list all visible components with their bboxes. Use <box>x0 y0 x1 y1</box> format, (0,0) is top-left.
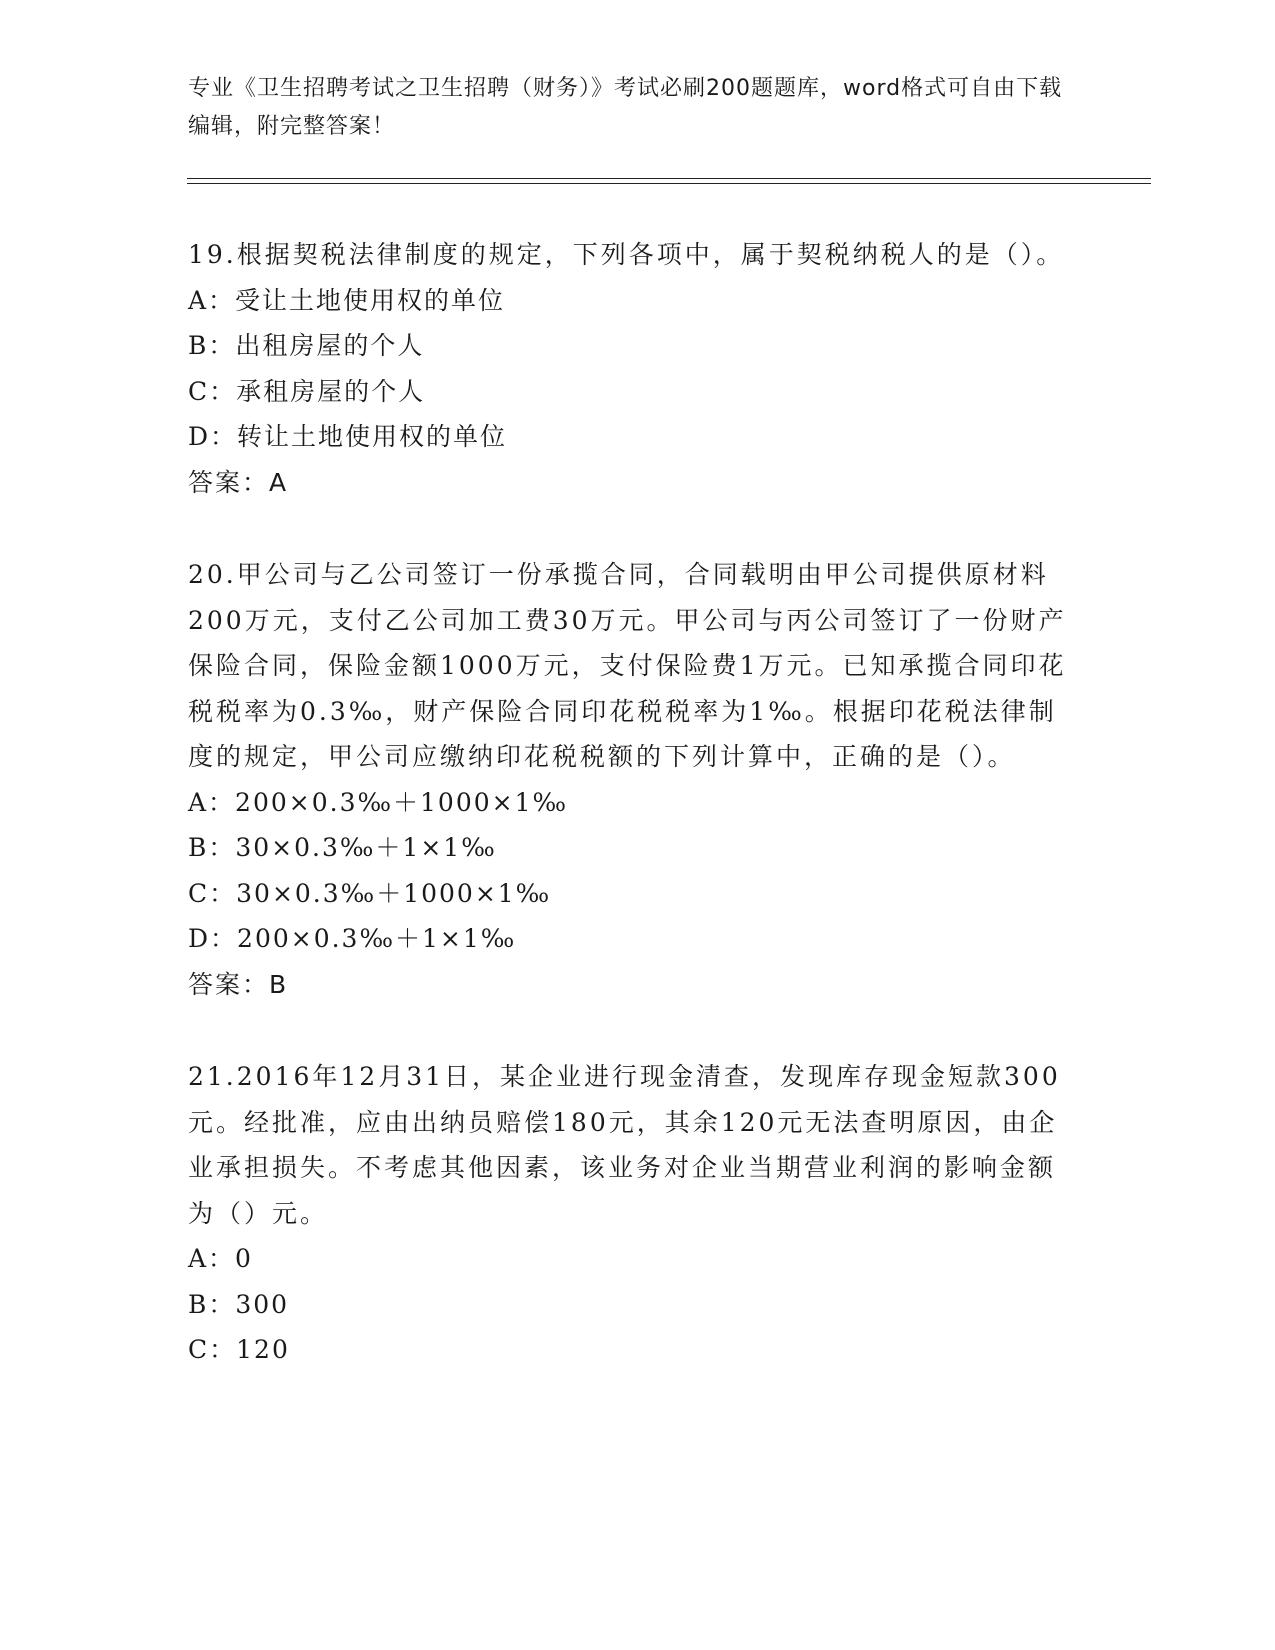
question-20 <box>188 552 1078 1007</box>
question-21 <box>188 1054 1078 1373</box>
document-header: 专业《卫生招聘考试之卫生招聘（财务）》考试必刷200题题库，word格式可自由下载编辑，附完整答案！ <box>188 76 1063 139</box>
answer-label: 答案：B <box>188 969 289 999</box>
header-divider-top <box>187 178 1151 179</box>
option-b: B：300 <box>188 1289 290 1319</box>
option-b: B：出租房屋的个人 <box>188 331 425 360</box>
question-stem: 19.根据契税法律制度的规定，下列各项中，属于契税纳税人的是（）。 <box>188 240 1065 269</box>
option-c: C：30×0.3‰＋1000×1‰ <box>188 878 552 908</box>
option-b: B：30×0.3‰＋1×1‰ <box>188 833 497 862</box>
option-a: A：受让土地使用权的单位 <box>188 285 506 315</box>
option-d: D：200×0.3‰＋1×1‰ <box>188 924 517 953</box>
question-19 <box>188 232 1078 505</box>
option-a: A：200×0.3‰＋1000×1‰ <box>188 787 569 817</box>
question-stem: 21.2016年12月31日，某企业进行现金清查，发现库存现金短款300元。经批准，应由出纳员赔偿180元，其余120元无法查明原因，由企业承担损失。不考虑其他因素，该业务对企业当期营业利润的影响金额为（）元。 <box>188 1062 1061 1228</box>
option-c: C：承租房屋的个人 <box>188 376 426 406</box>
answer-label: 答案：A <box>188 467 289 497</box>
question-list <box>188 232 1078 1420</box>
question-stem: 20.甲公司与乙公司签订一份承揽合同，合同载明由甲公司提供原材料200万元，支付乙公司加工费30万元。甲公司与丙公司签订了一份财产保险合同，保险金额1000万元，支付保险费1万元。已知承揽合同印花税税率为0.3‰，财产保险合同印花税税率为1‰。根据印花税法律制度的规定，甲公司应缴纳印花税税额的下列计算中，正确的是（）。 <box>188 560 1067 771</box>
option-a: A：0 <box>188 1244 253 1273</box>
option-d: D：转让土地使用权的单位 <box>188 422 508 451</box>
option-c: C：120 <box>188 1335 290 1364</box>
header-divider-bottom <box>187 183 1151 184</box>
